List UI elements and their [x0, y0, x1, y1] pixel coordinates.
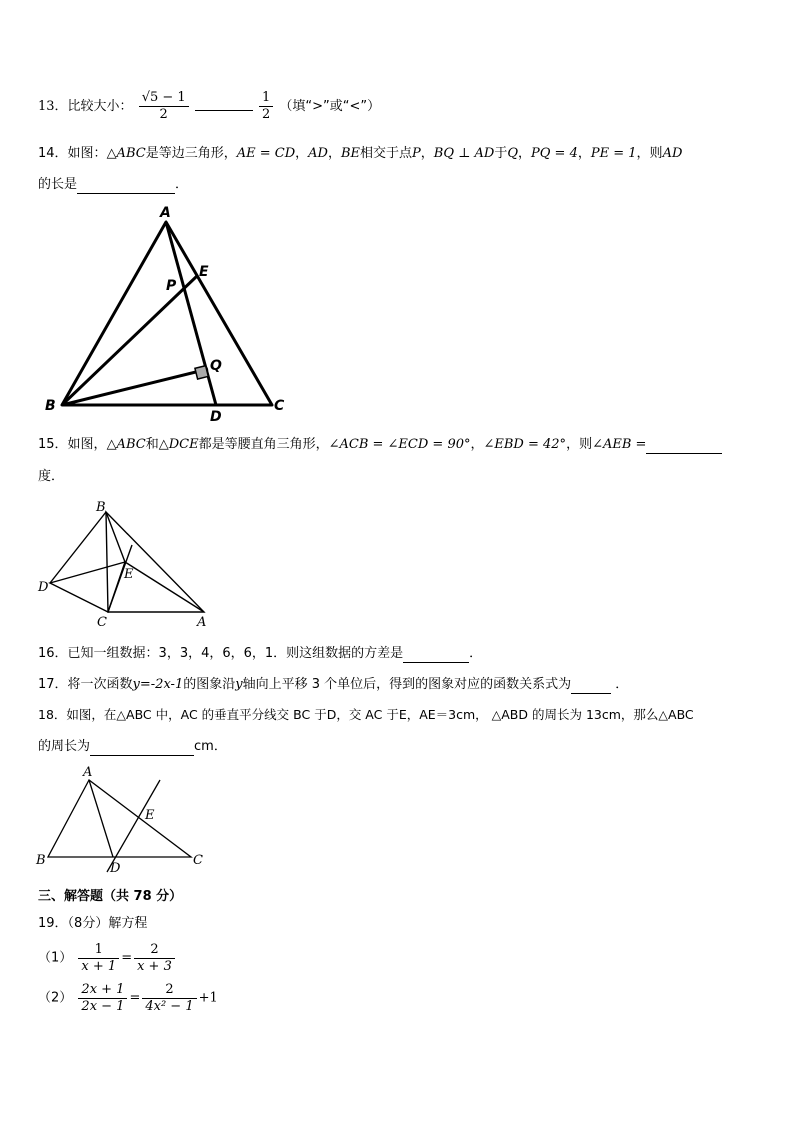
- q13-number: 13．: [38, 99, 68, 114]
- q14-bq: BQ ⊥ AD: [433, 146, 495, 161]
- q18-label-b: B: [36, 853, 46, 868]
- q15-label-d: D: [38, 580, 49, 595]
- q14-label-c: C: [274, 398, 285, 414]
- q19-part1-left-den: x + 1: [81, 959, 117, 974]
- q19-part2-left-den: 2x − 1: [81, 999, 125, 1014]
- q19-part2-label: （2）: [38, 990, 73, 1006]
- q15-label-a: A: [197, 615, 207, 630]
- q15-label-b: B: [96, 500, 106, 515]
- q13-lead: 比较大小：: [67, 99, 133, 114]
- q19-title-text: 19．（8分）解方程: [38, 916, 148, 931]
- q14-end: ．: [175, 177, 189, 192]
- q15-text: 都是等腰直角三角形，: [198, 437, 329, 452]
- q14-label-a: A: [160, 205, 171, 221]
- q13-hint: （填“>”或“<”）: [279, 99, 381, 114]
- q19-title: [38, 915, 147, 933]
- q14-label-e: E: [199, 264, 209, 280]
- q14-text: ，: [420, 146, 434, 161]
- q13-fraction-right-num: 1: [259, 90, 273, 107]
- q19-part1-left-fraction: [78, 942, 119, 975]
- q18-unit: cm．: [194, 739, 227, 754]
- q19-part1-left-num: 1: [78, 942, 119, 959]
- q15-text: ，: [470, 437, 484, 452]
- q19-part2: [38, 982, 218, 1015]
- q15-text: 和: [145, 437, 159, 452]
- q19-part2-right-num: 2: [142, 982, 196, 999]
- q14-ad: AD: [308, 146, 328, 161]
- q14-text: ，: [577, 146, 591, 161]
- q18-label-e: E: [145, 808, 155, 823]
- q17-text: 的图象沿: [183, 677, 236, 692]
- q19-part2-equals: =: [129, 990, 141, 1006]
- q19-part2-left-fraction: [78, 982, 127, 1015]
- q14-p: P: [412, 146, 421, 161]
- q14-label-d: D: [210, 409, 222, 425]
- q14-pq: PQ = 4: [531, 146, 578, 161]
- q14-pe: PE = 1: [590, 146, 637, 161]
- q16-text: 16．已知一组数据：3，3，4，6，6，1．则这组数据的方差是: [38, 646, 404, 661]
- section-3-title-text: 三、解答题（共 78 分）: [38, 889, 183, 904]
- q15-text: ，则: [566, 437, 593, 452]
- q14-be: BE: [340, 146, 361, 161]
- q14-text: 相交于点: [360, 146, 413, 161]
- q18-segment-ad: [89, 780, 113, 857]
- q14-text: 的长是: [38, 177, 78, 192]
- q14-q: Q: [507, 146, 518, 161]
- q19-part2-right-fraction: [142, 982, 196, 1015]
- q14-label-b: B: [45, 398, 56, 414]
- q15-ebd: ∠EBD = 42°: [483, 437, 567, 452]
- q14-label-p: P: [166, 278, 177, 294]
- q14-text: 于: [494, 146, 508, 161]
- q15-aeb: ∠AEB =: [592, 437, 647, 452]
- q16-end: ．: [469, 646, 483, 661]
- q14-ad2: AD: [662, 146, 683, 161]
- q14-text: ，: [295, 146, 309, 161]
- q14-ae-cd: AE = CD: [236, 146, 296, 161]
- q19-part1: [38, 942, 177, 975]
- q17-y: y: [235, 677, 243, 692]
- q14-text: ，则: [636, 146, 663, 161]
- q15-label-e: E: [124, 567, 134, 582]
- q14-text: ，: [518, 146, 532, 161]
- q19-part1-equals: =: [121, 950, 133, 966]
- section-3-title: [38, 888, 182, 906]
- q14-label-q: Q: [210, 358, 222, 374]
- q18-triangle-abc: [48, 780, 191, 857]
- q18-label-d: D: [110, 861, 121, 876]
- q18-text: 的周长为: [38, 739, 91, 754]
- q19-part1-right-den: x + 3: [137, 959, 172, 974]
- q15-angles: ∠ACB = ∠ECD = 90°: [328, 437, 471, 452]
- q19-part2-left-num: 2x + 1: [78, 982, 127, 999]
- q14-text: ，: [327, 146, 341, 161]
- q18-text: 18．如图，在△ABC 中，AC 的垂直平分线交 BC 于D，交 AC 于E，AE＝3cm， △ABD 的周长为 13cm，那么△ABC: [38, 707, 694, 722]
- q14-text: 如图：: [67, 146, 107, 161]
- q18-perpendicular-bisector: [107, 780, 160, 872]
- q17-end: ．: [615, 677, 629, 692]
- q18-label-c: C: [193, 853, 203, 868]
- q15-text: 度．: [38, 469, 65, 484]
- q15-text: 如图，: [67, 437, 107, 452]
- q14-number: 14．: [38, 146, 68, 161]
- q19-part2-tail: +1: [198, 990, 218, 1006]
- q15-triangle-dce: △DCE: [158, 437, 199, 452]
- q13-fraction-left-num: √5 − 1: [139, 90, 189, 107]
- q19-part1-label: （1）: [38, 950, 73, 966]
- q13-fraction-left-den: 2: [159, 107, 168, 122]
- q15-triangle-abc: △ABC: [106, 437, 146, 452]
- q19-part2-right-den: 4x² − 1: [145, 999, 194, 1014]
- q17-text: 17．将一次函数: [38, 677, 133, 692]
- q19-part1-right-fraction: [134, 942, 175, 975]
- q15-number: 15．: [38, 437, 68, 452]
- q14-text: 是等边三角形，: [145, 146, 237, 161]
- q15-label-c: C: [97, 615, 107, 630]
- q17-expression: y=-2x-1: [132, 677, 184, 692]
- q19-part1-right-num: 2: [134, 942, 175, 959]
- q13-fraction-right-den: 2: [261, 107, 271, 122]
- q18-label-a: A: [83, 765, 93, 780]
- q14-triangle-abc: △ABC: [106, 146, 146, 161]
- q17-text: 轴向上平移 3 个单位后，得到的图象对应的函数关系式为: [242, 677, 572, 692]
